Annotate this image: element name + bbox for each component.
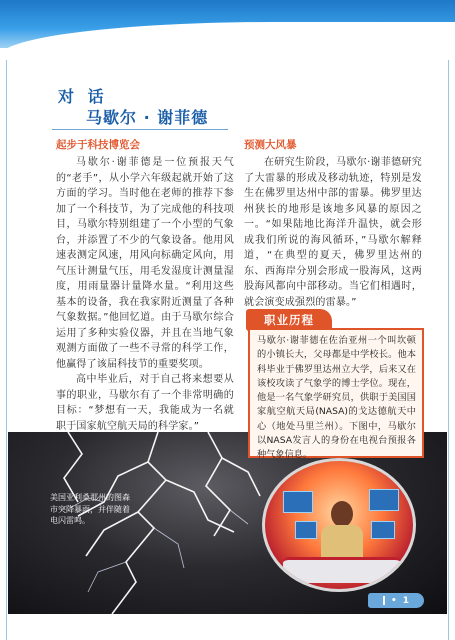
left-section-heading: 起步于科技博览会 — [56, 139, 140, 151]
page-number-badge — [368, 593, 424, 608]
studio-monitor — [371, 521, 395, 539]
tv-studio-photo — [262, 458, 416, 592]
title-underline — [52, 129, 228, 130]
left-margin-rule — [6, 60, 7, 640]
studio-monitor — [369, 489, 399, 511]
section-kicker: 对 话 — [58, 87, 108, 106]
paragraph: 在研究生阶段，马歇尔·谢菲德研究了大雷暴的形成及移动轨迹，特别是发生在佛罗里达州中部的雷暴。佛罗里达州狭长的地形是该地多风暴的原因之一。“如果陆地比海洋升温快，就会形成我们所说的海风循环，”马歇尔解释道，“在典型的夏天，佛罗里达州的东、西海岸分别会形成一股海风，这两股海风都向中部移动。当它们相遇时，就会演变成强烈的雷暴。” — [244, 157, 422, 308]
right-section-heading: 预测大风暴 — [244, 139, 297, 151]
right-margin-rule — [448, 60, 449, 640]
studio-monitor — [283, 491, 313, 513]
presenter-head — [331, 501, 353, 527]
career-sidebar: 马歇尔·谢菲德在佐治亚州一个叫坎顿的小镇长大，父母都是中学校长。他本科毕业于佛罗里达州立大学，后来又在该校攻读了气象学的博士学位。现在，他是一名气象学研究员，供职于美国国家航空航天局(NASA)的戈达德航天中心（地处马里兰州）。下图中，马歇尔以NASA发言人的身份在电视台预报各种气象信息。 — [248, 328, 424, 458]
studio-desk — [283, 557, 401, 583]
photo-caption: 美国亚利桑那州的图森市突降暴雨，并伴随着电闪雷鸣。 — [50, 493, 130, 525]
right-column-text — [244, 155, 422, 310]
studio-monitor — [295, 521, 317, 539]
page-number-dot: • — [390, 595, 397, 606]
page-marker — [383, 596, 385, 605]
paragraph: 马歇尔·谢菲德是一位预报天气的“老手”，从小学六年级起就开始了这方面的学习。当时他在老师的推荐下参加了一个科技节，为了完成他的科技项目，马歇尔特别组建了一个小型的气象台，并添置了不少的气象设备。他用风速表测定风速，用风向标确定风向，用气压计测量气压，用毛发湿度计测量湿度，用雨量器计量降水量。“利用这些基本的设备，我在我家附近测量了各种气象数据。”他回忆道。由于马歇尔综合运用了多种实验仪器，并且在当地气象观测方面做了一些不寻常的科学工作，他赢得了该届科技节的重要奖项。 — [56, 157, 234, 370]
career-tag: 职业历程 — [246, 309, 332, 331]
paragraph: 高中毕业后，对于自己将来想要从事的职业，马歇尔有了一个非常明确的目标：“梦想有一天，我能成为一名就职于国家航空航天局的科学家。” — [56, 374, 234, 432]
left-column-text — [56, 155, 234, 434]
presenter-body — [321, 525, 363, 561]
page-number: 1 — [402, 595, 410, 606]
page-title: 马歇尔 · 谢菲德 — [86, 108, 209, 127]
